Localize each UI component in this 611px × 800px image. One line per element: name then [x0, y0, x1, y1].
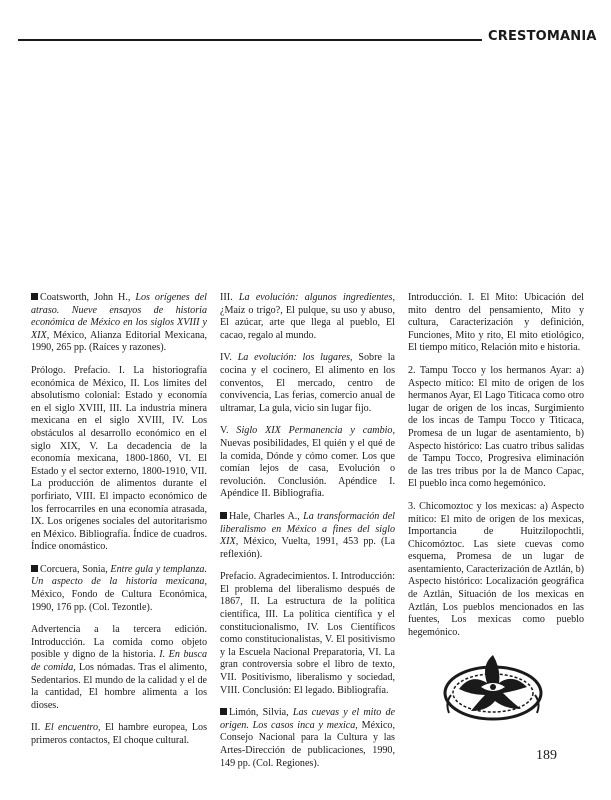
table-of-contents [220, 425, 395, 501]
table-of-contents [31, 722, 207, 747]
page-number: 189 [536, 748, 557, 763]
entry-author: Limón, Silvia, [229, 707, 289, 719]
book-entry [31, 292, 207, 355]
entry-title: Entre gula y templanza. Un aspecto de la historia mexicana, [31, 563, 207, 588]
entry-publication: México, Alianza Editorial Mexicana, 1990, 265 pp. (Raíces y razones). [31, 329, 208, 354]
contents-text: ¿Maíz o trigo?, El pulque, su uso y abuso, El azúcar, arte que llega al pueblo, El cacao, regalo al mundo. [220, 304, 395, 341]
chapter-title: I. En busca de comida, [31, 649, 207, 674]
chapter-number: IV. [220, 352, 232, 364]
contents-text: Los nómadas. Tras el alimento, Sedentarios. El mundo de la calidad y el de la cantidad, El hombre alimenta a los dioses. [31, 662, 207, 711]
chapter-title: La evolución: algunos ingredientes, [238, 292, 395, 303]
table-of-contents [31, 624, 207, 712]
entry-title: La transformación del liberalismo en México a fines del siglo XIX, [220, 510, 395, 548]
contents-text: Sobre la cocina y el cocinero, El alimento en los conventos, El mercado, centro de convivencia, Las ferias, comercio anual de ultramar, La gula, vicio sin lugar fijo. [220, 352, 396, 414]
chapter-number: III. [220, 292, 233, 303]
entry-publication: México, Consejo Nacional para la Cultura y las Artes-Dirección de publicaciones, 1990, 149 pp. (Col. Regiones). [220, 719, 395, 769]
entry-publication: México, Fondo de Cultura Económica, 1990, 176 pp. (Col. Tezontle). [31, 589, 207, 613]
decorative-vignette-icon [441, 643, 545, 729]
contents-text: El hambre europea, Los primeros contactos, El choque cultural. [31, 722, 207, 746]
table-of-contents: 2. Tampu Tocco y los hermanos Ayar: a) Aspecto mítico: El mito de origen de los hermanos Ayar, El Lago Titicaca como otro lugar de origen de los incas, Surgimiento de los incas de Tampu Tocco y Titicaca, Promesa de un lugar de asentamiento, b) Aspecto histórico: Las cuatro tribus salidas de Tampu Tocco, Progresiva eliminación de las tres tribus por la de Manco Capac, El pueblo inca como hegemónico. [408, 364, 584, 490]
bullet-icon [220, 512, 227, 519]
chapter-title: El encuentro, [44, 722, 101, 734]
contents-text: Nuevas posibilidades, El quién y el qué de la comida, Dónde y cómo comer. Los que comían lejos de casa, Evolución o revolución. Conclusión. Apéndice I. Apéndice II. Bibliografía. [220, 437, 395, 500]
book-entry [31, 564, 207, 614]
bullet-icon [220, 708, 227, 715]
chapter-number: V. [220, 425, 229, 437]
entry-author: Corcuera, Sonia, [40, 563, 108, 575]
entry-author: Coatsworth, John H., [40, 292, 131, 303]
entry-author: Hale, Charles A., [229, 510, 300, 522]
column-2 [220, 292, 395, 780]
book-entry [220, 511, 395, 561]
entry-title: Las cuevas y el mito de origen. Los casos inca y mexica, [220, 707, 395, 731]
book-entry [220, 707, 395, 770]
chapter-number: II. [31, 722, 41, 734]
column-3 [408, 292, 584, 649]
bullet-icon [31, 293, 38, 300]
section-title: CRESTOMANIA [488, 29, 597, 44]
entry-publication: México, Vuelta, 1991, 453 pp. (La reflexión). [220, 536, 396, 560]
table-of-contents: Prefacio. Agradecimientos. I. Introducción: El problema del liberalismo después de 1867, II. La estructura de la política científica, III. La política científica y el constitucionalismo, IV. Los Científicos como constitucionalistas, V. El positivismo y la Escuela Nacional Preparatoria, VI. La gran controversia sobre el libro de texto, VII. Positivismo, liberalismo y sociedad, VIII. Conclusión: El legado. Bibliografía. [220, 571, 395, 696]
table-of-contents: Prólogo. Prefacio. I. La historiografía económica de México, II. Los límites del absolutismo colonial: Estado y economía en el siglo XVIII, III. La industria minera mexicana en el siglo XVIII, IV. Los obstáculos al desarrollo económico en el siglo XIX, V. La decadencia de la economía mexicana, 1800-1860, VI. El Estado y el sector externo, 1800-1910, VII. La producción de alimentos durante el porfiriato, VIII. El impacto económico de los ferrocarriles en una economía atrasada, IX. Los orígenes sociales del autoritarismo en México. Bibliografía. Índice de cuadros. Índice onomástico. [31, 364, 207, 553]
table-of-contents [220, 292, 395, 342]
table-of-contents: 3. Chicomoztoc y los mexicas: a) Aspecto mítico: El mito de origen de los mexicas, Importancia de Huitzilopochtli, Chicomóztoc. Las siete cuevas como esquema, Promesa de un lugar de asentamiento, Caracterización de Aztlán, b) Aspecto histórico: Localización geográfica de Aztlán, Situación de los mexicas en Aztlán, Los pueblos mencionados en las fuentes, Los mexicas como pueblo hegemónico. [408, 500, 584, 638]
table-of-contents: Introducción. I. El Mito: Ubicación del mito dentro del pensamiento, Mito y cultura, Caracterización y definición, Funciones, Mito y rito, El mito etiológico, El tiempo mítico, Relación mito e historia. [408, 292, 584, 354]
header-rule [18, 39, 482, 41]
entry-title: Los orígenes del atraso. Nueve ensayos de historia económica de México en los siglos XVIII y XIX, [31, 292, 207, 341]
chapter-title: Siglo XIX Permanencia y cambio, [236, 425, 395, 437]
bullet-icon [31, 565, 38, 572]
table-of-contents [220, 352, 395, 415]
contents-text: Advertencia a la tercera edición. Introducción. La comida como objeto posible y digno de la historia. [31, 624, 207, 661]
column-1 [31, 292, 207, 758]
chapter-title: La evolución: los lugares, [237, 352, 353, 364]
